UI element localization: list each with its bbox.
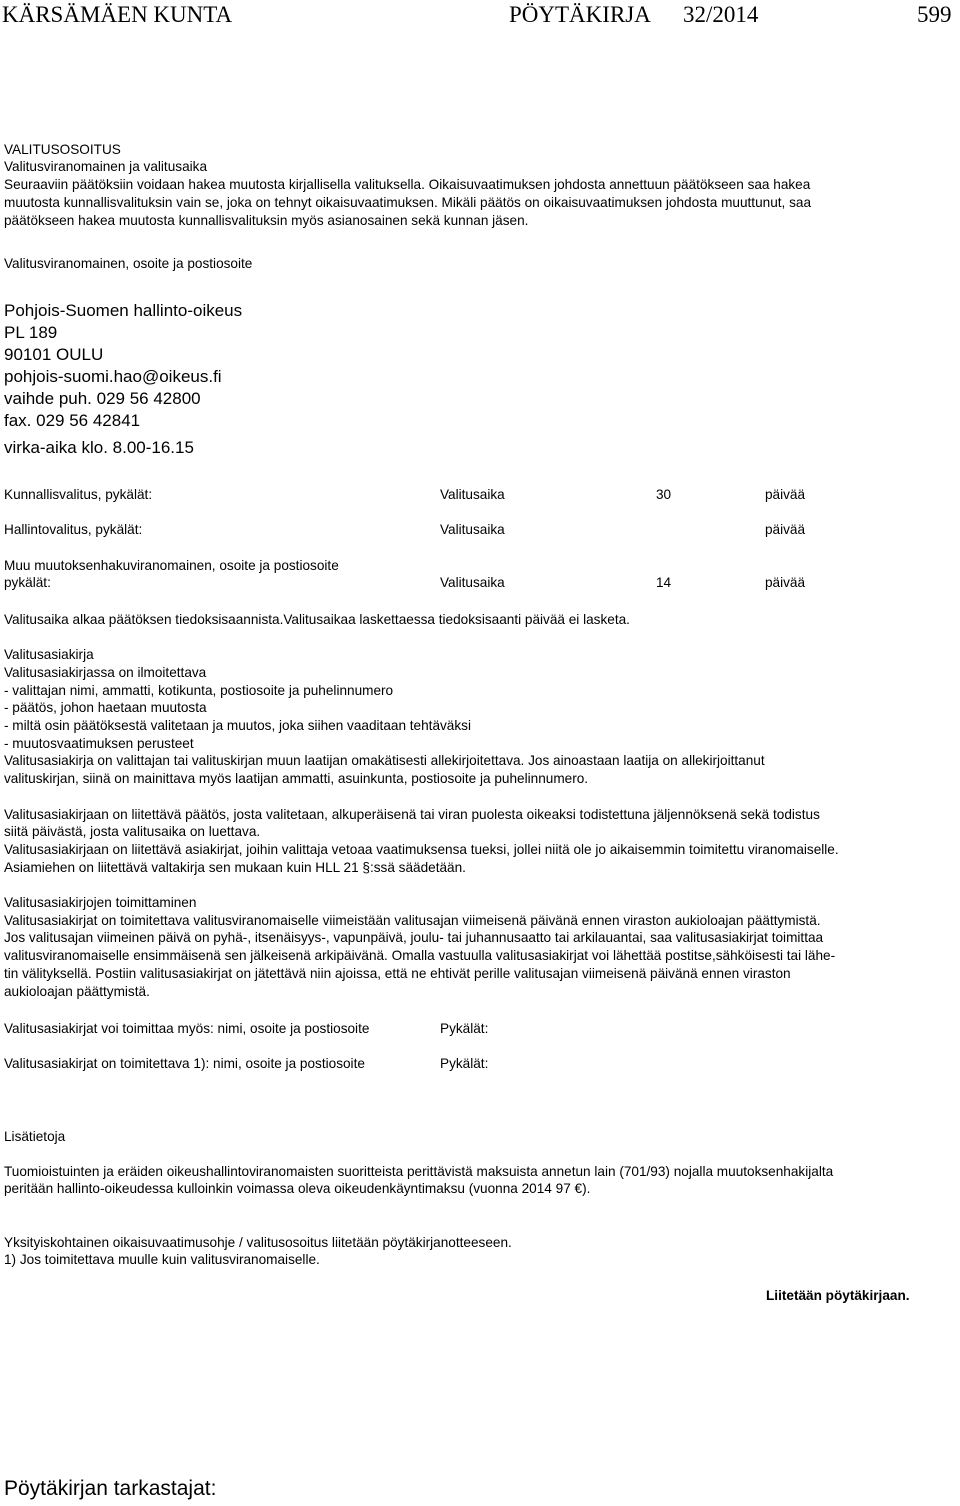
delivery-line: Jos valitusajan viimeinen päivä on pyhä-, itsenäisyys-, vapunpäivä, joulu- tai juhannusaatto tai arkilauantai, saa valitusasiakirjat toimittaa (4, 930, 824, 945)
attachment-line: Valitusasiakirjaan on liitettävä asiakirjat, joihin valittaja vetoaa vaatimuksensa tueksi, jollei niitä ole jo aikaisemmin toimitettu viranomaiselle. (4, 842, 839, 857)
fax-number: fax. 029 56 42841 (4, 411, 141, 430)
signature-line: Valitusasiakirja on valittajan tai valituskirjan muun laatijan omakätisesti allekirjoitettava. Jos ainoastaan laatija on allekirjoittanut (4, 753, 765, 768)
document-type: PÖYTÄKIRJA (509, 2, 651, 27)
municipality-name: KÄRSÄMÄEN KUNTA (2, 2, 233, 27)
period-note: Valitusaika alkaa päätöksen tiedoksisaannista.Valitusaikaa laskettaessa tiedoksisaanti päivää ei lasketa. (4, 612, 630, 627)
attachment-line: Valitusasiakirjaan on liitettävä päätös, josta valitetaan, alkuperäisenä tai viran puolesta oikeaksi todistettuna jäljennöksenä sekä todistus (4, 807, 820, 822)
period-row-label: Muu muutoksenhakuviranomainen, osoite ja postiosoite (4, 558, 339, 573)
office-hours: virka-aika klo. 8.00-16.15 (4, 438, 194, 457)
period-row-period: Valitusaika (440, 487, 505, 502)
info-line: Tuomioistuinten ja eräiden oikeushallintoviranomaisten suoritteista perittävistä maksuista annetun lain (701/93) nojalla muutoksenhakijalta (4, 1164, 834, 1179)
list-item: - päätös, johon haetaan muutosta (4, 700, 207, 715)
list-item: - valittajan nimi, ammatti, kotikunta, postiosoite ja puhelinnumero (4, 683, 394, 698)
page-number: 599 (917, 2, 952, 27)
authority-label: Valitusviranomainen, osoite ja postiosoite (4, 256, 253, 271)
alt-delivery-value: Pykälät: (440, 1021, 489, 1036)
alt-delivery-value: Pykälät: (440, 1056, 489, 1071)
period-row-days: 14 (656, 575, 672, 590)
detail-line: Yksityiskohtainen oikaisuvaatimusohje / valitusosoitus liitetään pöytäkirjanotteeseen. (4, 1235, 512, 1250)
court-name: Pohjois-Suomen hallinto-oikeus (4, 301, 243, 320)
delivery-title: Valitusasiakirjojen toimittaminen (4, 895, 197, 910)
email-address: pohjois-suomi.hao@oikeus.fi (4, 367, 222, 386)
period-row-label: Kunnallisvalitus, pykälät: (4, 487, 153, 502)
intro-line: päätökseen hakea muutosta kunnallisvalituksin myös asianosainen sekä kunnan jäsen. (4, 213, 529, 228)
document-title: Valitusasiakirja (4, 647, 94, 662)
reviewers-label: Pöytäkirjan tarkastajat: (4, 1477, 217, 1500)
alt-delivery-label: Valitusasiakirjat on toimitettava 1): nimi, osoite ja postiosoite (4, 1056, 365, 1071)
document-intro: Valitusasiakirjassa on ilmoitettava (4, 665, 207, 680)
attachment-line: siitä päivästä, josta valitusaika on luettava. (4, 824, 261, 839)
period-row-label: pykälät: (4, 575, 51, 590)
delivery-line: aukioloajan päättymistä. (4, 984, 150, 999)
po-box: PL 189 (4, 323, 58, 342)
list-item: - miltä osin päätöksestä valitetaan ja muutos, joka siihen vaaditaan tehtäväksi (4, 718, 471, 733)
period-row-days: 30 (656, 487, 672, 502)
detail-line: 1) Jos toimitettava muulle kuin valitusviranomaiselle. (4, 1252, 320, 1267)
attachment-line: Asiamiehen on liitettävä valtakirja sen mukaan kuin HLL 21 §:ssä säädetään. (4, 860, 466, 875)
period-row-period: Valitusaika (440, 575, 505, 590)
signature-line: valituskirjan, siinä on mainittava myös laatijan ammatti, asuinkunta, postiosoite ja puhelinnumero. (4, 771, 589, 786)
info-line: peritään hallinto-oikeudessa kulloinkin voimassa oleva oikeudenkäyntimaksu (vuonna 2014 97 €). (4, 1181, 591, 1196)
delivery-line: valitusviranomaiselle ensimmäisenä sen jälkeisenä arkipäivänä. Omalla vastuulla valitusasiakirjat voi lähettää postitse,sähköisesti tai lähe- (4, 948, 836, 963)
phone-number: vaihde puh. 029 56 42800 (4, 389, 201, 408)
period-row-label: Hallintovalitus, pykälät: (4, 522, 143, 537)
period-row-unit: päivää (765, 487, 806, 502)
section-title: VALITUSOSOITUS (4, 142, 121, 157)
period-row-unit: päivää (765, 522, 806, 537)
period-row-period: Valitusaika (440, 522, 505, 537)
intro-line: muutosta kunnallisvalituksin vain se, joka on tehnyt oikaisuvaatimuksen. Mikäli päätös on oikaisuvaatimuksen johdosta muuttunut, saa (4, 195, 812, 210)
intro-line: Seuraaviin päätöksiin voidaan hakea muutosta kirjallisella valituksella. Oikaisuvaatimuksen johdosta annettuun päätökseen saa hakea (4, 177, 811, 192)
delivery-line: Valitusasiakirjat on toimitettava valitusviranomaiselle viimeistään valitusajan viimeisenä päivänä ennen viraston aukioloajan päättymistä. (4, 913, 821, 928)
info-title: Lisätietoja (4, 1129, 66, 1144)
postal-city: 90101 OULU (4, 345, 104, 364)
section-subtitle: Valitusviranomainen ja valitusaika (4, 159, 208, 174)
delivery-line: tin välityksellä. Postiin valitusasiakirjat on jätettävä niin ajoissa, että ne ehtivät perille valitusajan viimeisenä päivänä ennen viraston (4, 966, 791, 981)
page-header (0, 2, 960, 30)
alt-delivery-label: Valitusasiakirjat voi toimittaa myös: nimi, osoite ja postiosoite (4, 1021, 370, 1036)
attached-note: Liitetään pöytäkirjaan. (766, 1288, 910, 1303)
list-item: - muutosvaatimuksen perusteet (4, 736, 194, 751)
document-number: 32/2014 (683, 2, 759, 27)
period-row-unit: päivää (765, 575, 806, 590)
